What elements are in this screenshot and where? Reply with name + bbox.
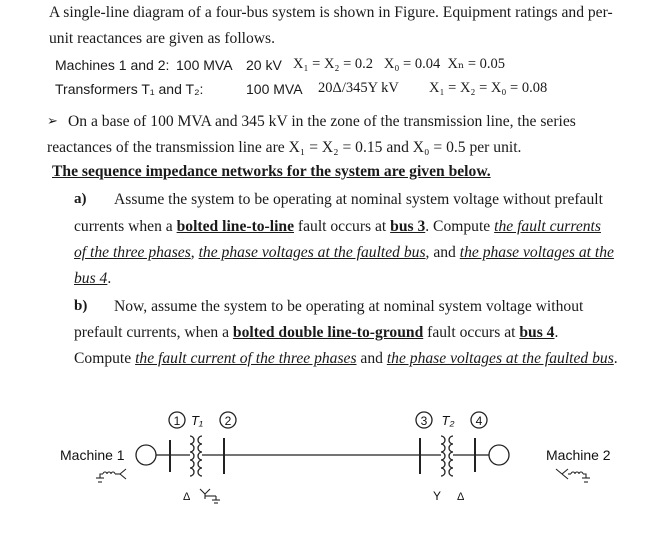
bus-2-number: 2 bbox=[224, 414, 232, 428]
machine-2-grounded-wye-icon bbox=[556, 469, 590, 482]
part-a-line-1: Assume the system to be operating at nominal system voltage without prefault bbox=[114, 191, 603, 208]
task-emphasis: the fault currents bbox=[494, 218, 601, 235]
t1-label: T₁ bbox=[190, 413, 204, 428]
part-b-text: prefault currents, when a bbox=[74, 324, 233, 341]
transformers-label: Transformers T₁ and T₂: bbox=[55, 81, 204, 97]
machines-rating: 100 MVA bbox=[176, 57, 233, 73]
base-line-2: reactances of the transmission line are X₁ = X₂ = 0.15 and X₀ = 0.5 per unit. bbox=[47, 139, 522, 156]
base-line-1: On a base of 100 MVA and 345 kV in the zone of the transmission line, the series bbox=[68, 113, 576, 130]
part-a-text: . Compute bbox=[425, 218, 495, 235]
fault-bus-emphasis: bus 3 bbox=[390, 218, 426, 235]
part-b-text: fault occurs at bbox=[423, 324, 520, 341]
bus-4-number: 4 bbox=[475, 414, 483, 428]
part-b-line-1: Now, assume the system to be operating at nominal system voltage without bbox=[114, 298, 584, 315]
t1-primary-winding bbox=[190, 436, 194, 476]
part-b-text: . bbox=[613, 350, 618, 367]
bus-1-number: 1 bbox=[173, 414, 181, 428]
part-a-text: , bbox=[190, 244, 199, 261]
task-emphasis: the phase voltages at the faulted bus bbox=[386, 350, 614, 367]
machines-label: Machines 1 and 2: bbox=[55, 57, 170, 73]
transformers-reactances: X₁ = X₂ = X₀ = 0.08 bbox=[429, 80, 548, 96]
part-b-label: b) bbox=[74, 298, 88, 314]
task-emphasis: the fault current of the three phases bbox=[135, 350, 357, 367]
section-heading: The sequence impedance networks for the system are given below. bbox=[52, 163, 491, 180]
task-emphasis: of the three phases bbox=[74, 244, 191, 261]
t1-delta-symbol: Δ bbox=[183, 491, 191, 503]
transformers-voltage: 20Δ/345Y kV bbox=[318, 80, 399, 96]
t1-secondary-winding bbox=[198, 436, 202, 476]
machine-2-label: Machine 2 bbox=[546, 447, 611, 463]
machines-voltage: 20 kV bbox=[246, 57, 282, 73]
part-a-label: a) bbox=[74, 191, 87, 207]
task-emphasis: the phase voltages at the bbox=[459, 244, 614, 261]
intro-line-1: A single-line diagram of a four-bus system is shown in Figure. Equipment ratings and per- bbox=[49, 4, 613, 21]
t1-grounded-wye-icon bbox=[200, 489, 220, 503]
fault-type-emphasis: bolted line-to-line bbox=[176, 218, 295, 235]
transformers-rating: 100 MVA bbox=[246, 81, 303, 97]
bullet-arrow-icon: ➢ bbox=[47, 114, 58, 129]
part-b-text: Compute bbox=[74, 350, 136, 367]
task-emphasis: the phase voltages at the faulted bus bbox=[198, 244, 426, 261]
part-a-text: currents when a bbox=[74, 218, 177, 235]
machines-reactances: X₁ = X₂ = 0.2 X₀ = 0.04 Xₙ = 0.05 bbox=[293, 56, 506, 72]
part-a-text: , and bbox=[425, 244, 460, 261]
machine-1-generator bbox=[136, 445, 156, 465]
bus-3-number: 3 bbox=[420, 414, 428, 428]
part-b-text: . bbox=[554, 324, 559, 341]
t2-label: T₂ bbox=[441, 413, 455, 428]
t2-secondary-winding bbox=[449, 436, 453, 476]
part-b-text: and bbox=[356, 350, 387, 367]
part-a-text: . bbox=[107, 270, 112, 287]
fault-bus-emphasis: bus 4 bbox=[519, 324, 555, 341]
intro-line-2: unit reactances are given as follows. bbox=[49, 30, 276, 47]
machine-1-grounded-wye-icon bbox=[96, 469, 126, 482]
t2-wye-symbol: Y bbox=[433, 489, 442, 503]
machine-2-generator bbox=[489, 445, 509, 465]
task-emphasis: bus 4 bbox=[74, 270, 108, 287]
part-a-text: fault occurs at bbox=[294, 218, 391, 235]
t2-delta-symbol: Δ bbox=[457, 491, 465, 503]
machine-1-label: Machine 1 bbox=[60, 447, 125, 463]
fault-type-emphasis: bolted double line-to-ground bbox=[232, 324, 424, 341]
t2-primary-winding bbox=[441, 436, 445, 476]
